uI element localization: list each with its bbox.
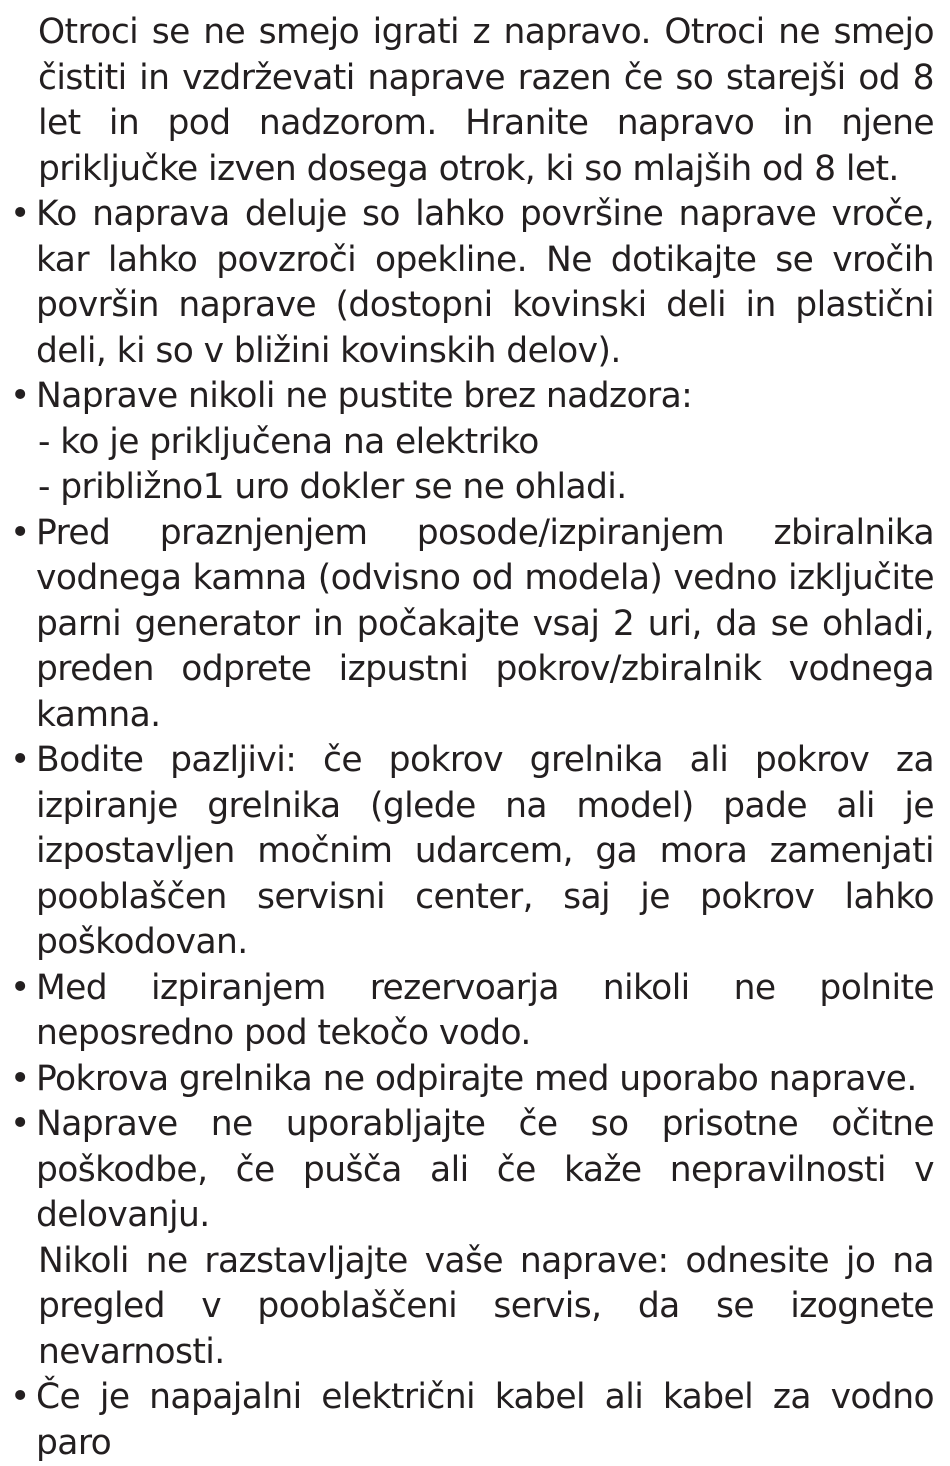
sub-item: - približno1 uro dokler se ne ohladi.: [38, 467, 627, 507]
list-item: [0, 1102, 950, 1239]
list-item: [0, 192, 950, 374]
bullet-icon: •: [10, 1104, 30, 1144]
sub-item: - ko je priključena na elektriko: [38, 421, 539, 462]
list-item: [0, 374, 950, 420]
bullet-icon: •: [10, 512, 30, 553]
bullet-icon: •: [10, 967, 30, 1008]
list-item: [0, 1375, 950, 1466]
list-item-text: Ko naprava deluje so lahko površine naprave vroče, kar lahko povzroči opekline. Ne dotikajte se vročih površin naprave (dostopni kovinski deli in plastični deli, ki so v bližini kovinskih delov).: [36, 194, 934, 371]
bullet-icon: •: [10, 1377, 30, 1417]
list-item-text: Pokrova grelnika ne odpirajte med uporabo naprave.: [36, 1058, 917, 1099]
bullet-icon: •: [10, 1058, 30, 1099]
intro-paragraph: Otroci se ne smejo igrati z napravo. Otroci ne smejo čistiti in vzdrževati naprave razen če so starejši od 8 let in pod nadzorom. Hranite napravo in njene priključke izven dosega otrok, ki so mlajših od 8 let.: [38, 12, 934, 189]
list-item-text: Če je napajalni električni kabel ali kabel za vodno paro: [36, 1377, 934, 1463]
list-item: [0, 1057, 950, 1103]
list-item-text: Bodite pazljivi: če pokrov grelnika ali pokrov za izpiranje grelnika (glede na model) pade ali je izpostavljen močnim udarcem, ga mora zamenjati pooblaščen servisni center, saj je pokrov lahko poškodovan.: [36, 740, 934, 962]
document-page: [0, 10, 950, 1466]
list-item-continuation: Nikoli ne razstavljajte vaše naprave: odnesite jo na pregled v pooblaščeni servis, da se izognete nevarnosti.: [38, 1240, 934, 1372]
list-item: [0, 511, 950, 739]
list-item: [0, 966, 950, 1057]
list-item-text: Naprave nikoli ne pustite brez nadzora:: [36, 376, 693, 416]
list-item-text: Naprave ne uporabljajte če so prisotne očitne poškodbe, če pušča ali če kaže nepravilnosti v delovanju.: [36, 1104, 934, 1235]
bullet-icon: •: [10, 376, 30, 416]
list-item-text: Med izpiranjem rezervoarja nikoli ne polnite neposredno pod tekočo vodo.: [36, 967, 934, 1053]
bullet-icon: •: [10, 194, 30, 234]
list-item-text: Pred praznjenjem posode/izpiranjem zbiralnika vodnega kamna (odvisno od modela) vedno izključite parni generator in počakajte vsaj 2 uri, da se ohladi, preden odprete izpustni pokrov/zbiralnik vodnega kamna.: [36, 512, 934, 735]
list-item: [0, 738, 950, 966]
bullet-icon: •: [10, 740, 30, 780]
